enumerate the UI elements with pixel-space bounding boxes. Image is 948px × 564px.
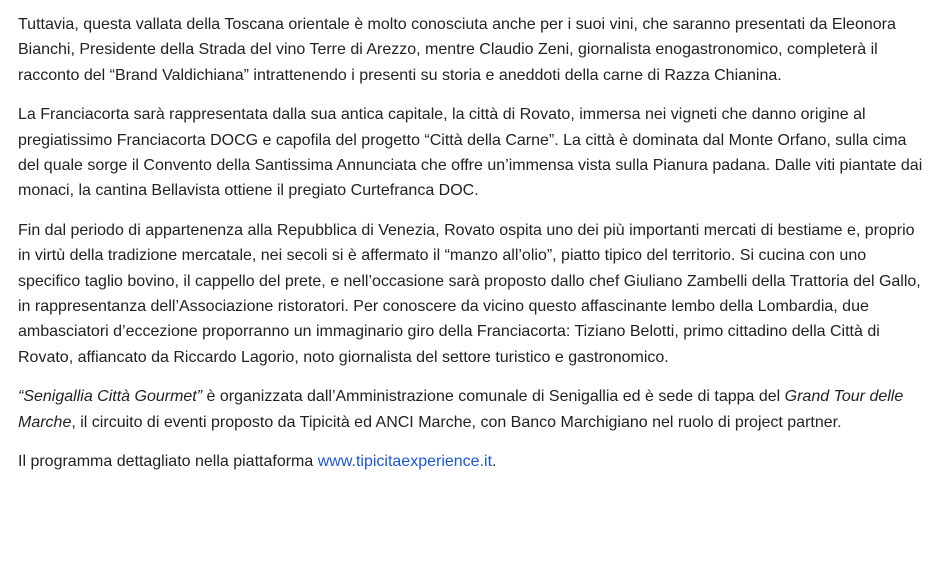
paragraph-program-link xyxy=(18,449,930,474)
paragraph-franciacorta-rovato: La Franciacorta sarà rappresentata dalla sua antica capitale, la città di Rovato, immersa nei vigneti che danno origine al pregiatissimo Franciacorta DOCG e capofila del progetto “Città della Carne”. La città è dominata dal Monte Orfano, sulla cima del quale sorge il Convento della Santissima Annunciata che offre un’immensa vista sulla Pianura padana. Dalle viti piantate dai monaci, la cantina Bellavista ottiene il pregiato Curtefranca DOC. xyxy=(18,106,923,200)
paragraph-rovato-market: Fin dal periodo di appartenenza alla Repubblica di Venezia, Rovato ospita uno dei più importanti mercati di bestiame e, proprio in virtù della tradizione mercatale, nei secoli si è affermato il “manzo all’olio”, piatto tipico del territorio. Si cucina con uno specifico taglio bovino, il cappello del prete, e nell’occasione sarà proposto dallo chef Giuliano Zambelli della Trattoria del Gallo, in rappresentanza dell’Associazione ristoratori. Per conoscere da vicino questo affascinante lembo della Lombardia, due ambasciatori d’eccezione proporranno un immaginario giro della Franciacorta: Tiziano Belotti, primo cittadino della Città di Rovato, affiancato da Riccardo Lagorio, noto giornalista del settore turistico e gastronomico. xyxy=(18,221,921,366)
paragraph-text: , il circuito di eventi proposto da Tipicità ed ANCI Marche, con Banco Marchigiano nel ruolo di project partner. xyxy=(71,413,842,431)
paragraph-senigallia-gourmet xyxy=(18,384,930,435)
paragraph-valdichiana-wines: Tuttavia, questa vallata della Toscana orientale è molto conosciuta anche per i suoi vini, che saranno presentati da Eleonora Bianchi, Presidente della Strada del vino Terre di Arezzo, mentre Claudio Zeni, giornalista enogastronomico, completerà il racconto del “Brand Valdichiana” intrattenendo i presenti su storia e aneddoti della carne di Razza Chianina. xyxy=(18,16,896,84)
tipicita-experience-link[interactable]: www.tipicitaexperience.it xyxy=(317,453,493,471)
paragraph-suffix: . xyxy=(492,453,497,471)
paragraph-text: è organizzata dall’Amministrazione comunale di Senigallia ed è sede di tappa del xyxy=(202,388,785,406)
grand-tour-title: Grand Tour delle Marche xyxy=(18,388,904,431)
article-body xyxy=(18,12,930,489)
paragraph-text: Il programma dettagliato nella piattaforma xyxy=(18,453,318,471)
event-title: “Senigallia Città Gourmet” xyxy=(18,388,203,406)
